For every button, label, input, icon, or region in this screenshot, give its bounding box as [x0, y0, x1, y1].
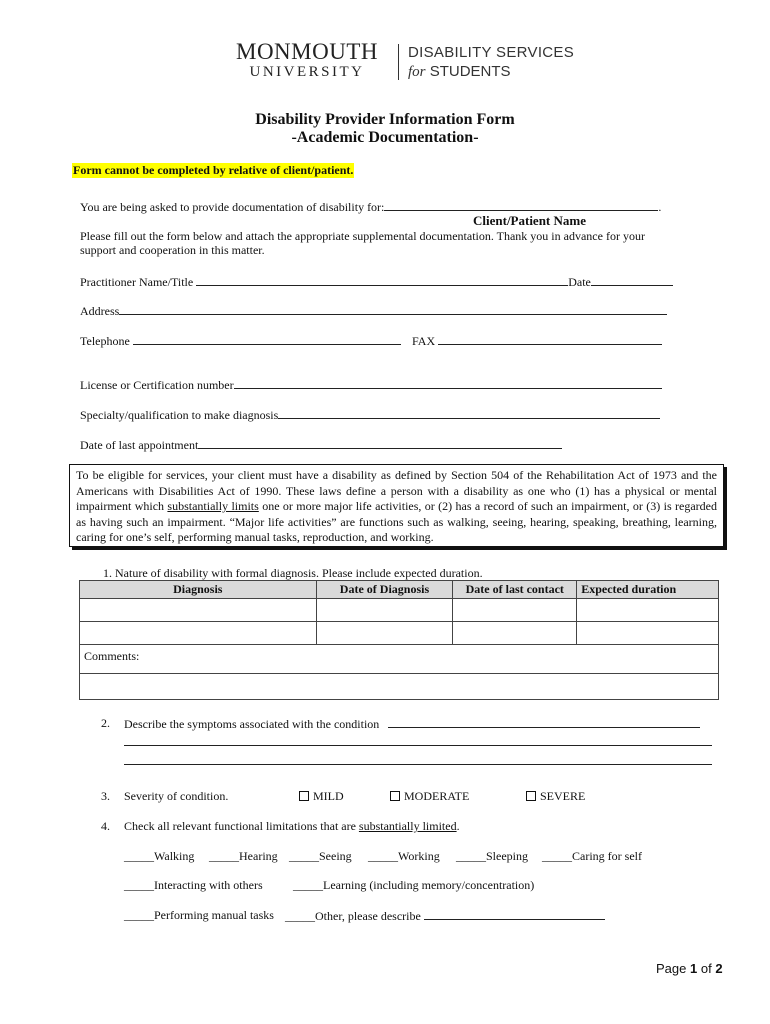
logo-divider — [398, 44, 399, 80]
logo-dept-line1: DISABILITY SERVICES — [408, 44, 575, 61]
q4-label-post: . — [456, 819, 460, 833]
hearing-blank[interactable]: _____ — [209, 849, 239, 863]
symptoms-field-line1[interactable] — [388, 716, 700, 728]
col-diagnosis: Diagnosis — [80, 581, 317, 599]
date-of-diagnosis-cell[interactable] — [316, 599, 453, 622]
col-expected-duration: Expected duration — [577, 581, 719, 599]
expected-duration-cell[interactable] — [577, 599, 719, 622]
q4-number: 4. — [101, 819, 110, 833]
specialty-row — [80, 407, 660, 423]
limitation-caring-for-self[interactable] — [542, 849, 642, 864]
eligibility-underlined: substantially limits — [167, 499, 259, 513]
other-blank[interactable]: _____ — [285, 909, 315, 923]
limitation-learning[interactable] — [293, 878, 534, 893]
date-field[interactable] — [591, 274, 673, 286]
q2-number: 2. — [101, 716, 110, 730]
fax-field[interactable] — [438, 333, 662, 345]
q4-label-pre: Check all relevant functional limitations that are — [124, 819, 359, 833]
q2-row — [124, 716, 700, 732]
page-number — [656, 961, 723, 976]
department-logo — [408, 44, 574, 82]
page-total: 2 — [715, 961, 723, 976]
last-appointment-label: Date of last appointment — [80, 438, 199, 452]
hearing-label: Hearing — [239, 849, 278, 863]
caring-label: Caring for self — [572, 849, 642, 863]
address-label: Address — [80, 304, 120, 318]
severity-moderate[interactable] — [390, 789, 469, 804]
q3-label: Severity of condition. — [124, 789, 229, 803]
working-blank[interactable]: _____ — [368, 849, 398, 863]
practitioner-row — [80, 274, 673, 290]
address-row — [80, 303, 667, 319]
severe-label: SEVERE — [540, 789, 586, 803]
symptoms-field-line3[interactable] — [124, 753, 712, 765]
intro-period: . — [658, 200, 662, 214]
severity-severe[interactable] — [526, 789, 585, 804]
limitation-sleeping[interactable] — [456, 849, 528, 864]
page-of: of — [700, 961, 712, 976]
limitation-working[interactable] — [368, 849, 440, 864]
address-field[interactable] — [119, 303, 667, 315]
page-current: 1 — [690, 961, 698, 976]
q2-label: Describe the symptoms associated with the condition — [124, 717, 380, 731]
seeing-blank[interactable]: _____ — [289, 849, 319, 863]
walking-label: Walking — [154, 849, 195, 863]
caring-blank[interactable]: _____ — [542, 849, 572, 863]
telephone-field[interactable] — [133, 333, 401, 345]
manual-tasks-label: Performing manual tasks — [154, 908, 274, 922]
logo-name-line2: UNIVERSITY — [249, 64, 365, 80]
table-row — [80, 599, 719, 622]
comments-label: Comments: — [80, 645, 719, 674]
eligibility-text-2: one or more major life activities, or (2) has a record of such an impairment, or (3) is regarded as having such an impairment. “Major life activities” are functions such as walking, seeing, hearing, speaking, breathing, learning, caring for one’s self, performing manual tasks, reproduction, and working. — [76, 499, 717, 544]
manual-tasks-blank[interactable]: _____ — [124, 908, 154, 922]
fax-label: FAX — [412, 334, 436, 348]
q4-label-underlined: substantially limited — [358, 819, 457, 833]
severity-mild[interactable] — [299, 789, 344, 804]
date-of-diagnosis-cell[interactable] — [316, 622, 453, 645]
diagnosis-cell[interactable] — [80, 599, 317, 622]
learning-label: Learning (including memory/concentration) — [323, 878, 535, 892]
instructions-line2: support and cooperation in this matter. — [80, 243, 265, 257]
eligibility-text-1: To be eligible for services, your client must have a disability as defined by Section 504 of the Rehabilitation Act of 1973 and the Americans with Disabilities Act of 1990. These laws define a person with a disability as one who (1) has a physical or mental impairment which — [76, 468, 717, 513]
form-subtitle: -Academic Documentation- — [291, 129, 479, 146]
practitioner-label: Practitioner Name/Title — [80, 275, 194, 289]
learning-blank[interactable]: _____ — [293, 878, 323, 892]
date-last-contact-cell[interactable] — [453, 599, 577, 622]
eligibility-notice — [69, 464, 724, 547]
q4-label — [124, 819, 460, 834]
seeing-label: Seeing — [319, 849, 352, 863]
mild-label: MILD — [313, 789, 344, 803]
limitation-interacting[interactable] — [124, 878, 263, 893]
moderate-label: MODERATE — [404, 789, 470, 803]
col-date-last-contact: Date of last contact — [453, 581, 577, 599]
license-field[interactable] — [234, 377, 662, 389]
comments-row — [80, 645, 719, 674]
col-date-of-diagnosis: Date of Diagnosis — [316, 581, 453, 599]
symptoms-field-line2[interactable] — [124, 734, 712, 746]
client-name-field[interactable] — [384, 199, 658, 211]
specialty-label: Specialty/qualification to make diagnosis — [80, 408, 279, 422]
fax-row — [412, 333, 662, 349]
sleeping-label: Sleeping — [486, 849, 528, 863]
comments-field[interactable] — [80, 674, 719, 700]
limitation-seeing[interactable] — [289, 849, 352, 864]
table-row — [80, 622, 719, 645]
limitation-manual-tasks[interactable] — [124, 908, 274, 923]
diagnosis-table-header — [80, 581, 719, 599]
last-appointment-row — [80, 437, 562, 453]
other-describe-field[interactable] — [424, 908, 605, 920]
logo-dept-line2: STUDENTS — [429, 63, 511, 80]
specialty-field[interactable] — [278, 407, 660, 419]
university-logo — [236, 40, 378, 80]
last-appointment-field[interactable] — [198, 437, 562, 449]
diagnosis-table — [79, 580, 719, 700]
interacting-label: Interacting with others — [154, 878, 263, 892]
telephone-label: Telephone — [80, 334, 130, 348]
license-row — [80, 377, 662, 393]
walking-blank[interactable]: _____ — [124, 849, 154, 863]
expected-duration-cell[interactable] — [577, 622, 719, 645]
license-label: License or Certification number — [80, 378, 234, 392]
practitioner-field[interactable] — [196, 274, 568, 286]
logo-name-line1: MONMOUTH — [236, 39, 378, 64]
severe-checkbox[interactable] — [526, 791, 536, 801]
date-label: Date — [568, 275, 591, 289]
telephone-row — [80, 333, 401, 349]
instructions-line1: Please fill out the form below and attach the appropriate supplemental documentation. Thank you in advance for your — [80, 229, 645, 243]
q3-number: 3. — [101, 789, 110, 803]
moderate-checkbox[interactable] — [390, 791, 400, 801]
relative-warning: Form cannot be completed by relative of client/patient. — [73, 163, 354, 177]
interacting-blank[interactable]: _____ — [124, 878, 154, 892]
page-word: Page — [656, 961, 687, 976]
limitation-other[interactable] — [285, 908, 605, 924]
intro-asked-text: You are being asked to provide documentation of disability for: — [80, 200, 385, 214]
date-last-contact-cell[interactable] — [453, 622, 577, 645]
diagnosis-cell[interactable] — [80, 622, 317, 645]
q1-label: 1. Nature of disability with formal diagnosis. Please include expected duration. — [103, 566, 483, 580]
limitation-walking[interactable] — [124, 849, 194, 864]
working-label: Working — [398, 849, 440, 863]
sleeping-blank[interactable]: _____ — [456, 849, 486, 863]
other-label: Other, please describe — [315, 909, 421, 923]
client-name-label: Client/Patient Name — [473, 213, 587, 228]
form-title: Disability Provider Information Form — [255, 111, 515, 128]
limitation-hearing[interactable] — [209, 849, 278, 864]
comments-input-row — [80, 674, 719, 700]
logo-dept-for: for — [408, 64, 426, 80]
mild-checkbox[interactable] — [299, 791, 309, 801]
